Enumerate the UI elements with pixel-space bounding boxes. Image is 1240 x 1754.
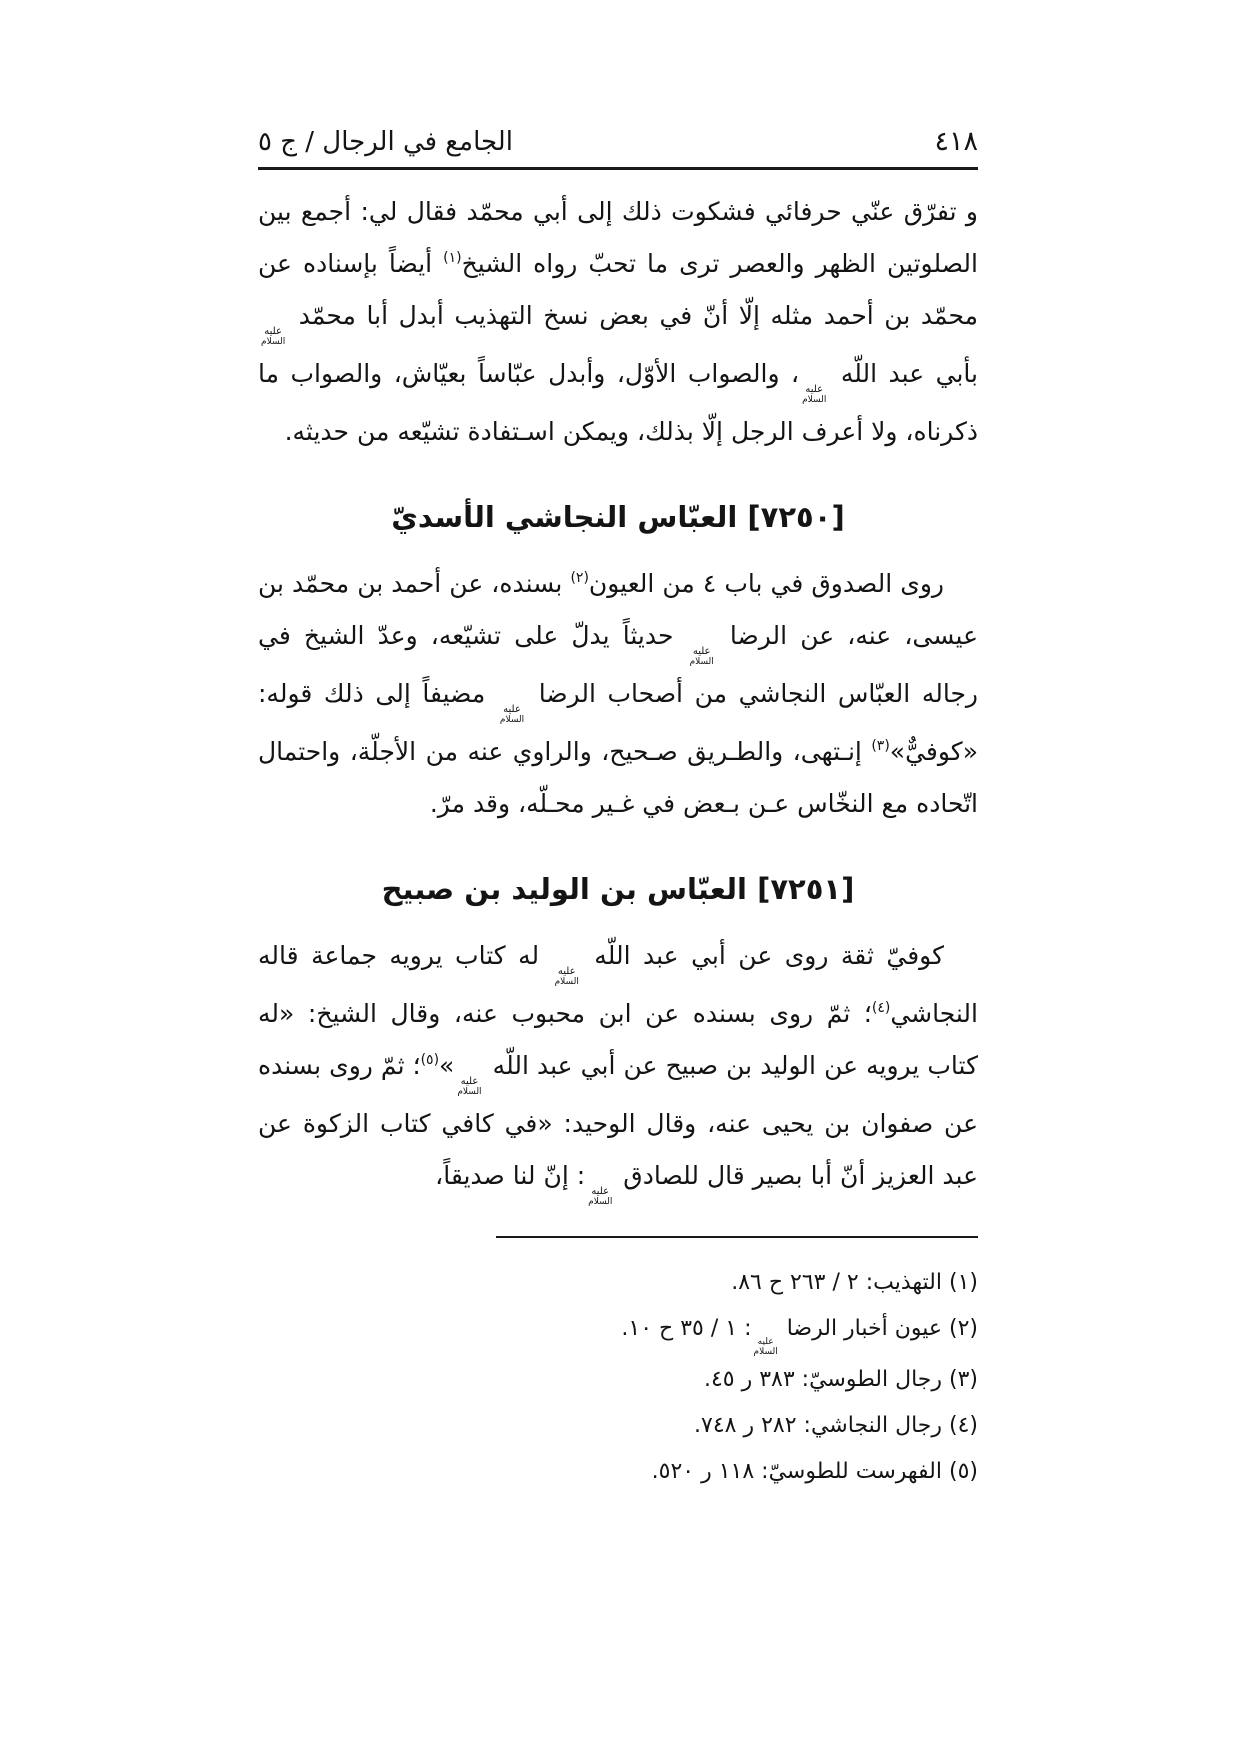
footnote-line: (٢) عيون أخبار الرضا عليه السلام : ١ / ٣٥ ح ١٠. <box>621 1316 978 1357</box>
entry-heading: [٧٢٥١] العبّاس بن الوليد بن صبيح <box>381 872 855 906</box>
body-paragraph: روى الصدوق في باب ٤ من العيون$^{(٢)}$ بسنده، عن أحمد بن محمّد بن عيسى، عنه، عن الرضا عليه السلام حديثاً يدلّ على تشيّعه، وعدّ الشيخ في رجاله العبّاس النجاشي من أصحاب الرضا عليه السلام مضيفاً إلى ذلك قوله: «كوفيٌّ»$^{(٣)}$ إنـتهى، والطـريق صـحيح، والراوي عنه من الأجلّة، واحتمال اتّحاده مع النخّاس عـن بـعض في غـير محـلّه، وقد مرّ. <box>258 569 978 818</box>
honorific-mark: عليه السلام <box>554 966 579 987</box>
entry-heading: [٧٢٥٠] العبّاس النجاشي الأسديّ <box>391 500 845 534</box>
body-paragraph: كوفيّ ثقة روى عن أبي عبد اللّه عليه السلام له كتاب يرويه جماعة قاله النجاشي$^{(٤)}$؛ ثمّ روى بسنده عن ابن محبوب عنه، وقال الشيخ: «له كتاب يرويه عن الوليد بن صبيح عن أبي عبد اللّه عليه السلام »$^{(٥)}$؛ ثمّ روى بسنده عن صفوان بن يحيى عنه، وقال الوحيد: «في كافي كتاب الزكوة عن عبد العزيز أنّ أبا بصير قال للصادق عليه السلام : إنّ لنا صديقاً، <box>258 941 978 1207</box>
page-number: ٤١٨ <box>934 126 978 157</box>
body-text <box>258 186 978 1208</box>
honorific-mark: عليه السلام <box>261 326 286 347</box>
footnote-ref: (٥) <box>420 1052 440 1068</box>
honorific-mark: عليه السلام <box>689 646 714 667</box>
honorific-mark: عليه السلام <box>588 1186 613 1207</box>
footnote-line: (٣) رجال الطوسيّ: ٣٨٣ ر ٤٥. <box>703 1367 978 1392</box>
footnote-ref: (٣) <box>871 738 890 754</box>
book-title: الجامع في الرجال / ج ٥ <box>258 127 513 157</box>
footnotes-block <box>496 1236 978 1495</box>
footnote-line: (٥) الفهرست للطوسيّ: ١١٨ ر ٥٢٠. <box>651 1459 978 1484</box>
page-content <box>258 0 978 1495</box>
footnote-ref: (١) <box>443 250 462 266</box>
footnote-line: (١) التهذيب: ٢ / ٢٦٣ ح ٨٦. <box>731 1270 978 1295</box>
footnote-ref: (٤) <box>871 1000 891 1016</box>
honorific-mark: عليه السلام <box>802 384 827 405</box>
body-paragraph: و تفرّق عنّي حرفائي فشكوت ذلك إلى أبي محمّد فقال لي: أجمع بين الصلوتين الظهر والعصر ترى ما تحبّ رواه الشيخ$^{(١)}$ أيضاً بإسناده عن محمّد بن أحمد مثله إلّا أنّ في بعض نسخ التهذيب أبدل أبا محمّد عليه السلام بأبي عبد اللّه عليه السلام ، والصواب الأوّل، وأبدل عبّاساً بعيّاش، والصواب ما ذكرناه، ولا أعرف الرجل إلّا بذلك، ويمكن اسـتفادة تشيّعه من حديثه. <box>258 197 978 446</box>
honorific-mark: عليه السلام <box>457 1076 482 1097</box>
footnote-line: (٤) رجال النجاشي: ٢٨٢ ر ٧٤٨. <box>694 1413 978 1438</box>
honorific-mark: عليه السلام <box>753 1337 778 1357</box>
honorific-mark: عليه السلام <box>499 704 525 725</box>
footnote-ref: (٢) <box>570 570 589 586</box>
running-header <box>258 0 978 170</box>
